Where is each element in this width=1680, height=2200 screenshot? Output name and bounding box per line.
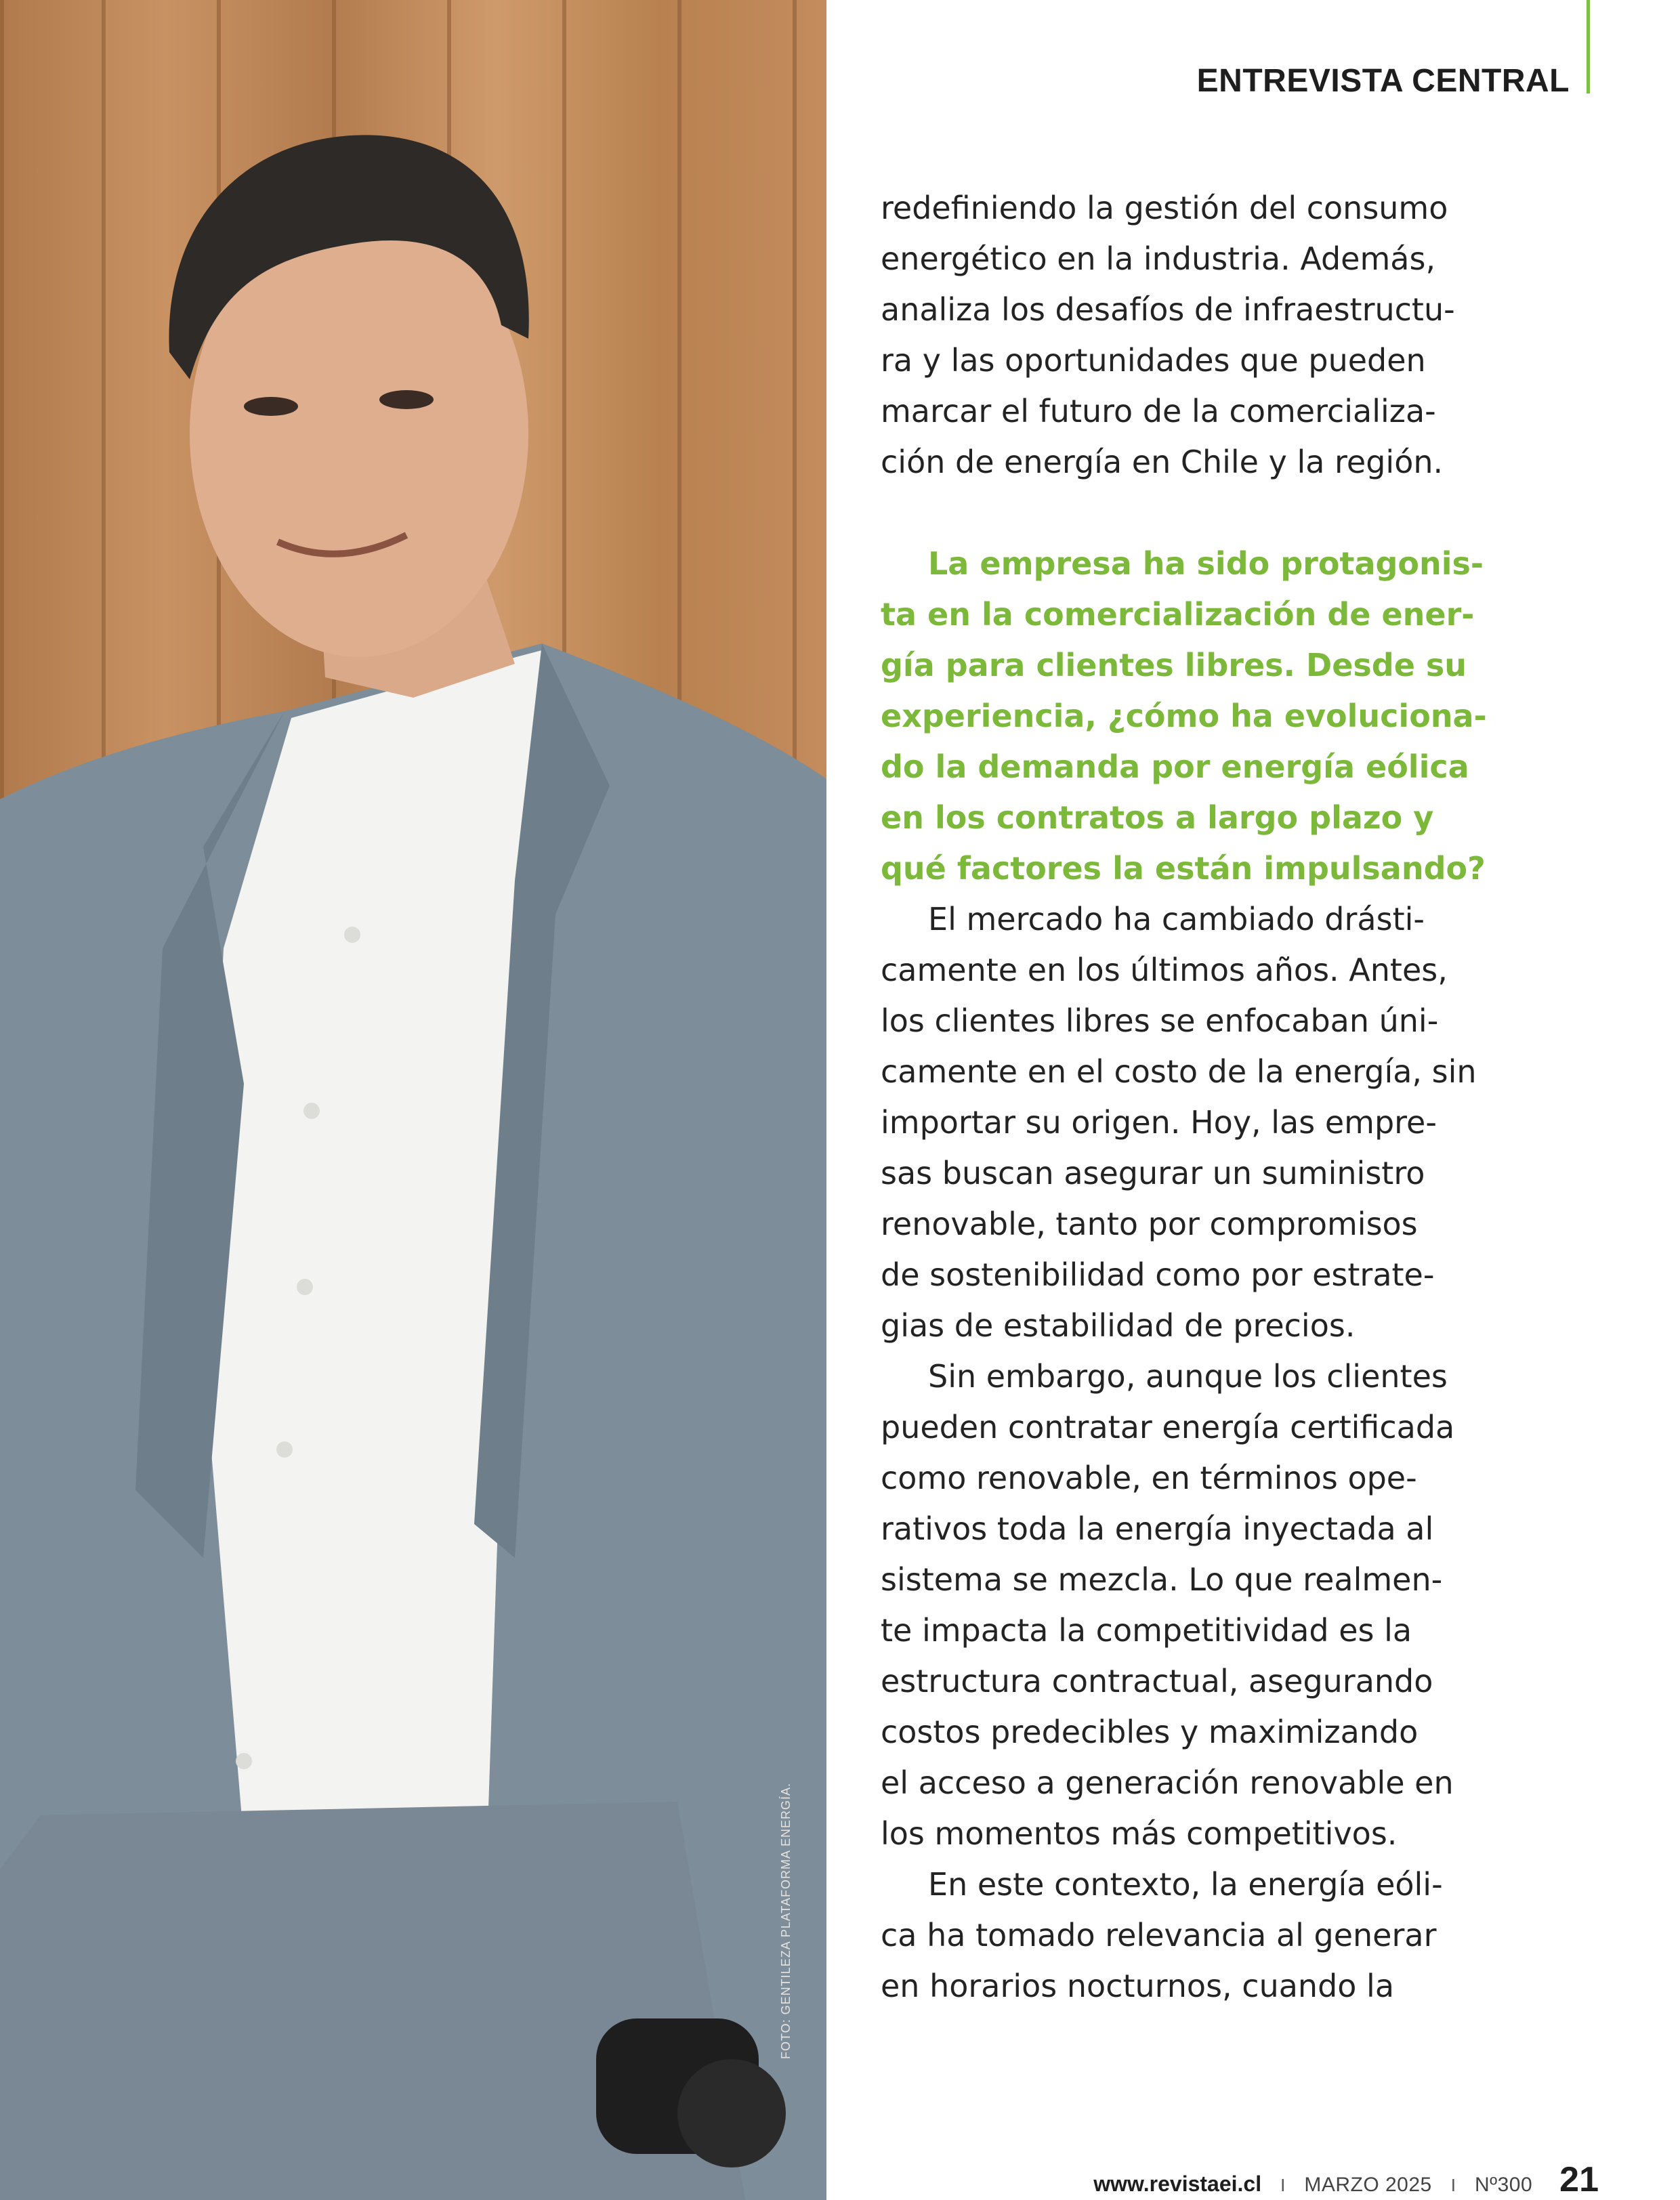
website-link[interactable]: www.revistaei.cl xyxy=(1093,2172,1262,2196)
body-text-line: costos predecibles y maximizando xyxy=(881,1714,1419,1750)
eye-left xyxy=(244,397,298,416)
body-text-line: renovable, tanto por compromisos xyxy=(881,1206,1418,1242)
body-text-line: sas buscan asegurar un suministro xyxy=(881,1155,1425,1191)
body-text-line: de sostenibilidad como por estrate- xyxy=(881,1256,1435,1293)
body-text-line: redefiniendo la gestión del consumo xyxy=(881,190,1448,226)
body-text-line: analiza los desafíos de infraestructu- xyxy=(881,291,1455,328)
body-text-line: los clientes libres se enfocaban úni- xyxy=(881,1002,1439,1039)
footer-separator: I xyxy=(1450,2175,1456,2195)
body-text-line: camente en los últimos años. Antes, xyxy=(881,952,1448,988)
eye-right xyxy=(379,390,434,409)
interview-question-line: qué factores la están impulsando? xyxy=(881,850,1486,887)
paragraph-gap xyxy=(881,488,1511,538)
body-text-line: Sin embargo, aunque los clientes xyxy=(928,1358,1448,1395)
page-footer xyxy=(1093,2159,1599,2200)
body-text-line: pueden contratar energía certificada xyxy=(881,1409,1455,1445)
body-text-line: camente en el costo de la energía, sin xyxy=(881,1053,1477,1090)
body-text-line: ra y las oportunidades que pueden xyxy=(881,342,1426,379)
interview-question-line: La empresa ha sido protagonis- xyxy=(928,545,1484,582)
section-label: ENTREVISTA CENTRAL xyxy=(1196,63,1570,99)
body-text-line: en horarios nocturnos, cuando la xyxy=(881,1968,1395,2004)
portrait-photo xyxy=(0,0,826,2200)
interview-question-line: en los contratos a largo plazo y xyxy=(881,799,1434,836)
article-body xyxy=(881,183,1511,2012)
body-text-line: te impacta la competitividad es la xyxy=(881,1612,1412,1649)
body-text-line: energético en la industria. Además, xyxy=(881,240,1436,277)
body-text-line: El mercado ha cambiado drásti- xyxy=(928,901,1425,937)
page-number: 21 xyxy=(1559,2160,1599,2199)
body-text-line: como renovable, en términos ope- xyxy=(881,1460,1417,1496)
photo-credit: FOTO: GENTILEZA PLATAFORMA ENERGÍA. xyxy=(779,1782,793,2059)
body-text-line: los momentos más competitivos. xyxy=(881,1815,1398,1852)
body-text-line: el acceso a generación renovable en xyxy=(881,1764,1454,1801)
body-text-line: importar su origen. Hoy, las empre- xyxy=(881,1104,1437,1141)
section-accent-rule xyxy=(1587,0,1590,93)
body-text-line: estructura contractual, asegurando xyxy=(881,1663,1433,1699)
portrait-illustration xyxy=(0,0,826,2200)
footer-separator: I xyxy=(1280,2175,1286,2195)
interview-question-line: experiencia, ¿cómo ha evoluciona- xyxy=(881,698,1487,734)
body-text-line: En este contexto, la energía eóli- xyxy=(928,1866,1443,1903)
body-text-line: ca ha tomado relevancia al generar xyxy=(881,1917,1437,1953)
interview-question-line: ta en la comercialización de ener- xyxy=(881,596,1475,633)
body-text-line: rativos toda la energía inyectada al xyxy=(881,1510,1434,1547)
interview-question-line: do la demanda por energía eólica xyxy=(881,748,1469,785)
body-text-line: ción de energía en Chile y la región. xyxy=(881,444,1444,480)
interview-question-line: gía para clientes libres. Desde su xyxy=(881,647,1467,683)
body-text-line: sistema se mezcla. Lo que realmen- xyxy=(881,1561,1443,1598)
issue-number: Nº300 xyxy=(1474,2174,1533,2196)
body-text-line: marcar el futuro de la comercializa- xyxy=(881,393,1436,429)
issue-date: MARZO 2025 xyxy=(1304,2174,1432,2196)
body-text-line: gias de estabilidad de precios. xyxy=(881,1307,1356,1344)
